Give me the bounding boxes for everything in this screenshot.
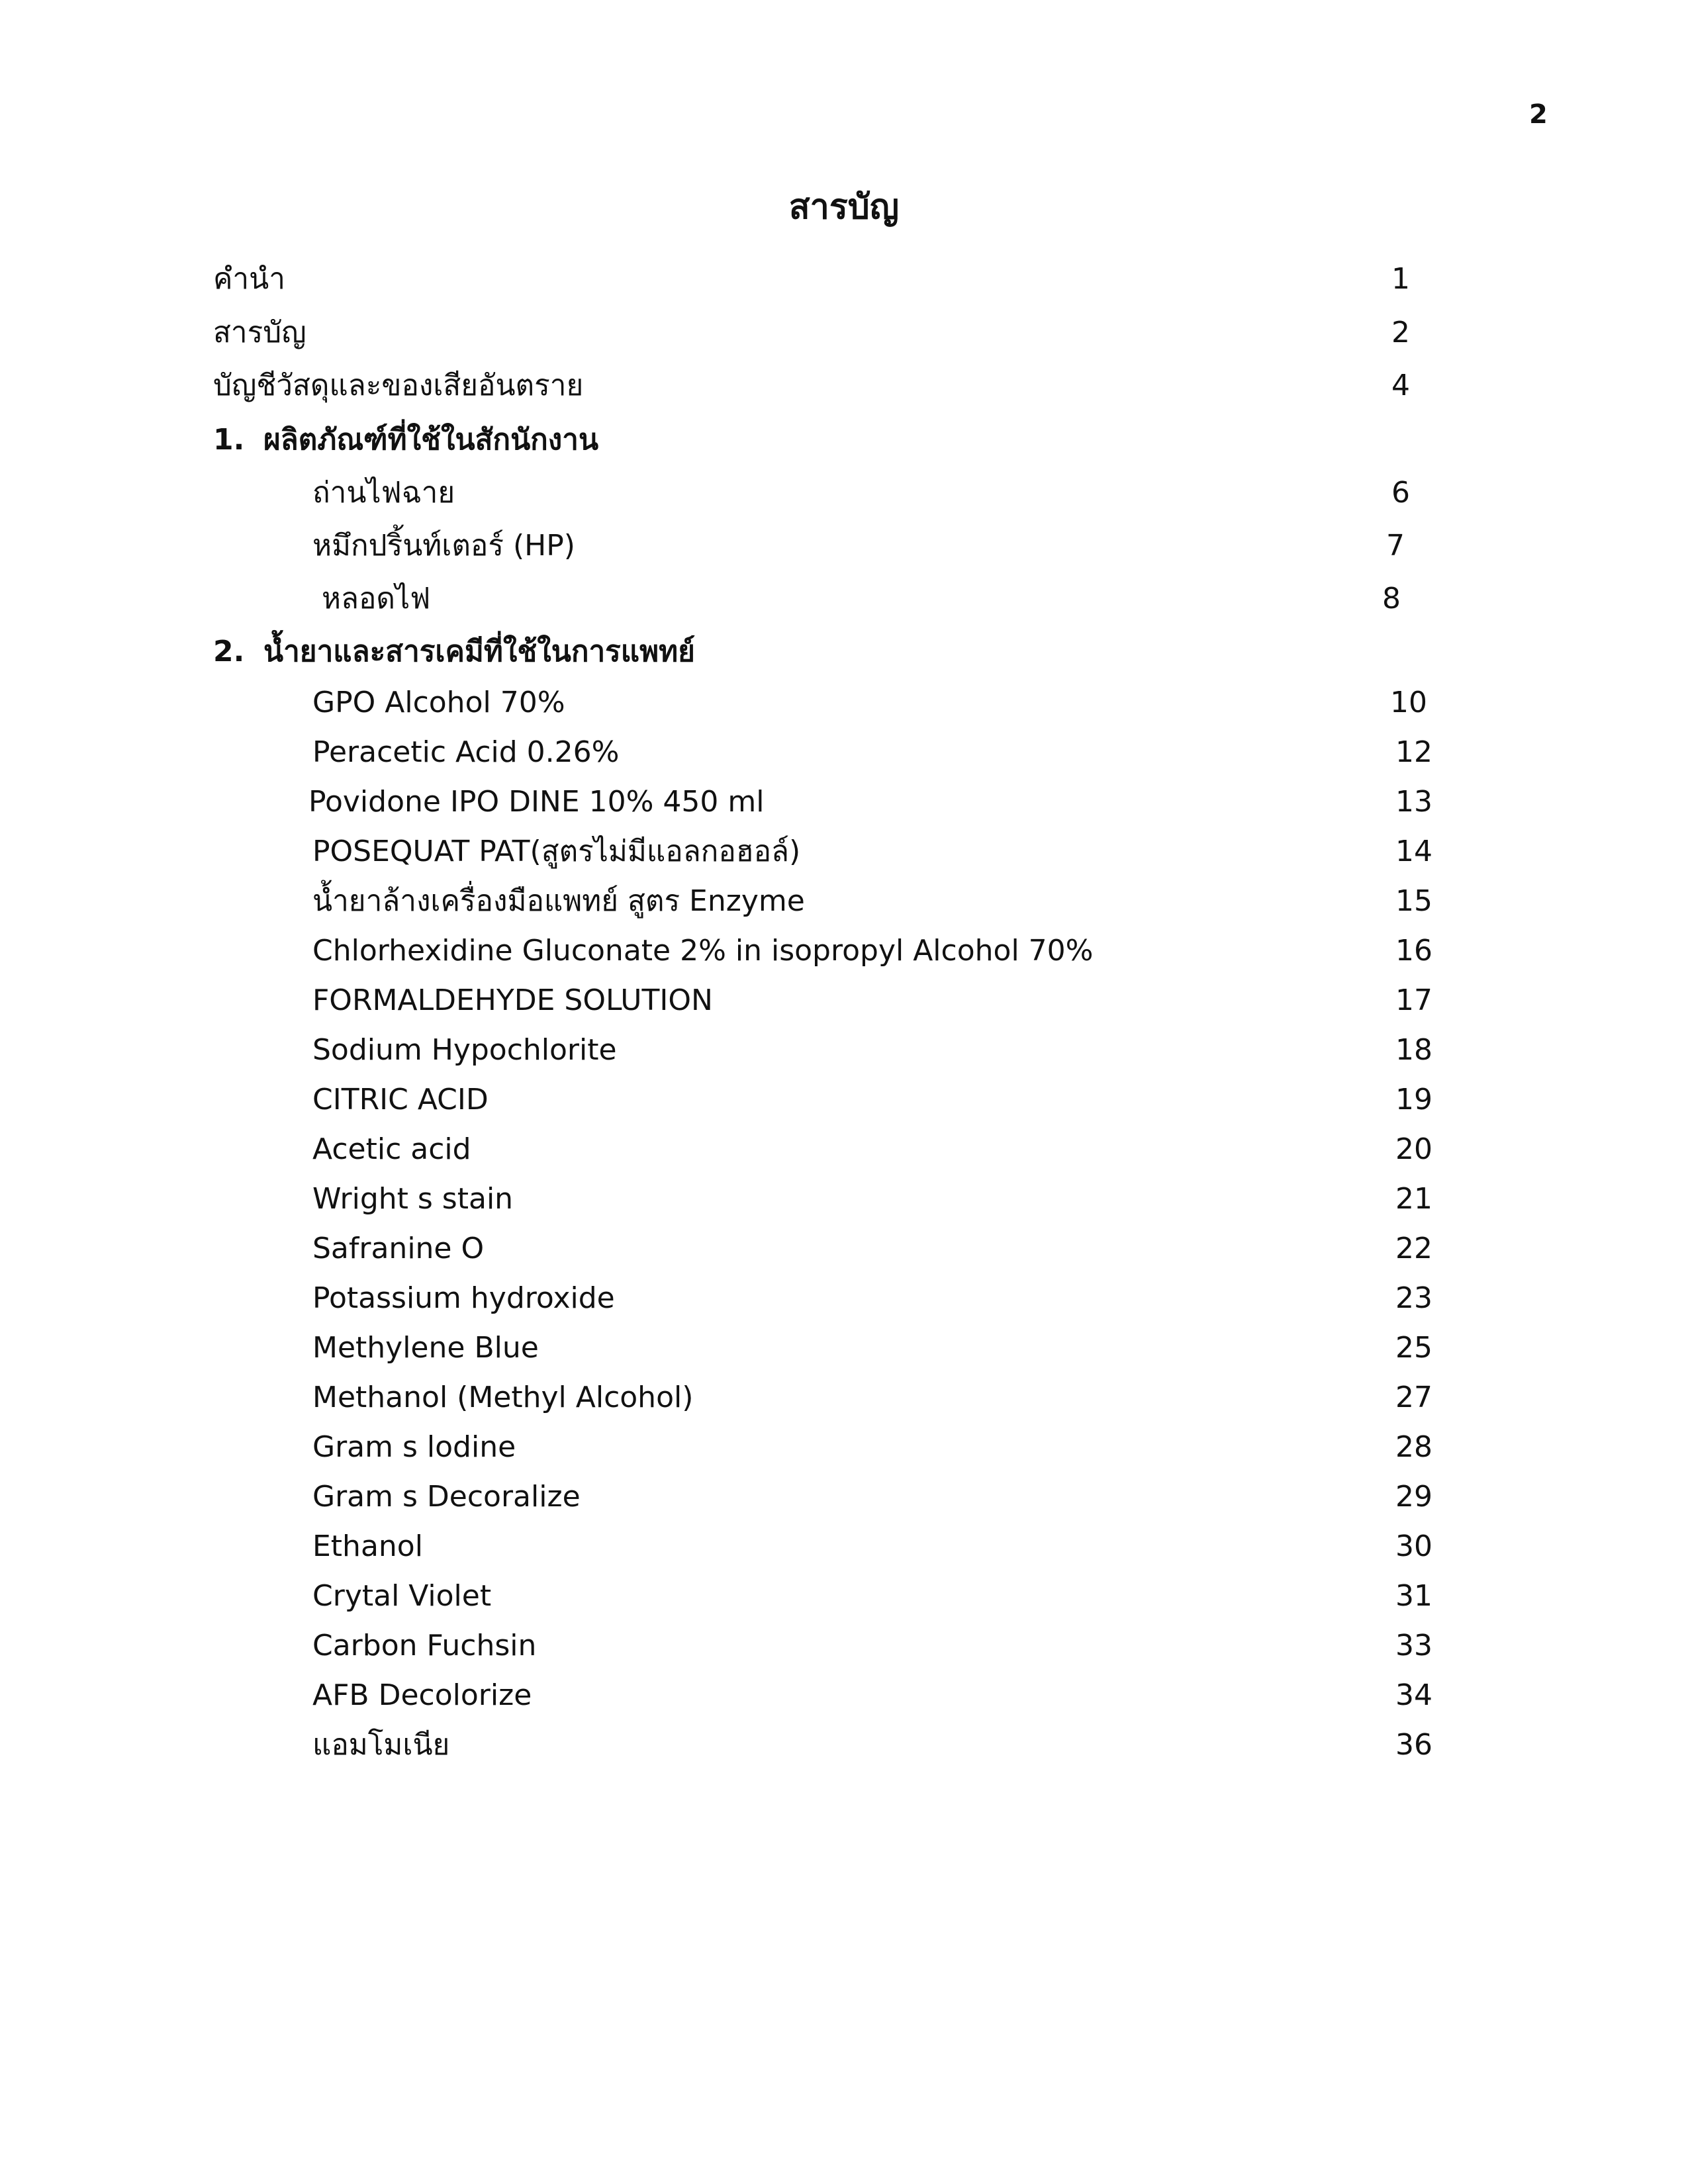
toc-entry-label: Methylene Blue bbox=[312, 1331, 539, 1365]
toc-entry-page: 33 bbox=[1395, 1629, 1432, 1662]
toc-entry[interactable] bbox=[312, 1080, 1451, 1120]
toc-entry-page: 4 bbox=[1391, 369, 1410, 402]
toc-entry-page: 1 bbox=[1391, 262, 1410, 296]
toc-entry[interactable] bbox=[312, 1229, 1451, 1269]
toc-section-heading[interactable] bbox=[213, 632, 1431, 672]
page-number: 2 bbox=[1529, 99, 1548, 130]
toc-entry-page: 28 bbox=[1395, 1430, 1432, 1464]
toc-title: สารบัญ bbox=[788, 187, 900, 227]
toc-entry[interactable] bbox=[312, 1179, 1451, 1219]
toc-section-number: 1. bbox=[213, 423, 245, 457]
toc-entry[interactable] bbox=[312, 733, 1451, 772]
toc-entry[interactable] bbox=[312, 1527, 1451, 1567]
toc-entry-label: Sodium Hypochlorite bbox=[312, 1033, 617, 1067]
toc-entry-label: CITRIC ACID bbox=[312, 1083, 489, 1116]
toc-entry-page: 27 bbox=[1395, 1381, 1432, 1414]
toc-entry-label: Methanol (Methyl Alcohol) bbox=[312, 1381, 694, 1414]
toc-entry-label: ถ่านไฟฉาย bbox=[312, 476, 455, 510]
toc-entry-page: 22 bbox=[1395, 1232, 1432, 1265]
toc-entry-page: 25 bbox=[1395, 1331, 1432, 1365]
toc-entry[interactable] bbox=[312, 1378, 1451, 1418]
toc-entry-page: 21 bbox=[1395, 1182, 1432, 1216]
toc-section-label: ผลิตภัณฑ์ที่ใช้ในสักนักงาน bbox=[263, 423, 599, 457]
toc-entry-label: Peracetic Acid 0.26% bbox=[312, 735, 620, 769]
toc-entry-page: 29 bbox=[1395, 1480, 1432, 1514]
toc-entry-label: Carbon Fuchsin bbox=[312, 1629, 537, 1662]
toc-entry-label: POSEQUAT PAT(สูตรไม่มีแอลกอฮอล์) bbox=[312, 835, 801, 868]
toc-section-number: 2. bbox=[213, 635, 245, 668]
toc-entry-label: Chlorhexidine Gluconate 2% in isopropyl Alcohol 70% bbox=[312, 934, 1094, 968]
toc-entry[interactable] bbox=[312, 1428, 1451, 1467]
toc-entry-label: Acetic acid bbox=[312, 1132, 471, 1166]
toc-entry[interactable] bbox=[312, 1477, 1451, 1517]
toc-entry-page: 2 bbox=[1391, 316, 1410, 349]
toc-entry[interactable] bbox=[322, 579, 1447, 619]
toc-entry[interactable] bbox=[312, 683, 1451, 723]
toc-entry-label: Povidone IPO DINE 10% 450 ml bbox=[308, 785, 765, 819]
toc-entry[interactable] bbox=[312, 1676, 1451, 1715]
toc-entry-page: 16 bbox=[1395, 934, 1432, 968]
toc-entry-label: Crytal Violet bbox=[312, 1579, 492, 1613]
toc-entry-page: 34 bbox=[1395, 1678, 1432, 1712]
toc-entry-label: GPO Alcohol 70% bbox=[312, 686, 565, 719]
toc-entry[interactable] bbox=[312, 473, 1438, 513]
toc-entry-page: 23 bbox=[1395, 1281, 1432, 1315]
toc-entry[interactable] bbox=[312, 1328, 1451, 1368]
toc-entry-page: 18 bbox=[1395, 1033, 1432, 1067]
toc-entry-page: 15 bbox=[1395, 884, 1432, 918]
toc-entry-page: 30 bbox=[1395, 1529, 1432, 1563]
toc-entry-label: Gram s Decoralize bbox=[312, 1480, 581, 1514]
toc-entry-page: 20 bbox=[1395, 1132, 1432, 1166]
toc-entry-page: 31 bbox=[1395, 1579, 1432, 1613]
toc-entry[interactable] bbox=[312, 1279, 1451, 1318]
toc-entry-label: หลอดไฟ bbox=[322, 582, 431, 615]
toc-entry-page: 12 bbox=[1395, 735, 1432, 769]
toc-entry-label: Gram s lodine bbox=[312, 1430, 516, 1464]
toc-entry-page: 17 bbox=[1395, 983, 1432, 1017]
toc-entry-label: แอมโมเนีย bbox=[312, 1728, 450, 1762]
toc-entry[interactable] bbox=[312, 882, 1451, 921]
toc-entry-label: น้ำยาล้างเครื่องมือแพทย์ สูตร Enzyme bbox=[312, 884, 805, 918]
toc-entry-label: Potassium hydroxide bbox=[312, 1281, 615, 1315]
toc-entry-page: 8 bbox=[1382, 582, 1401, 615]
toc-entry[interactable] bbox=[213, 259, 1431, 299]
toc-entry-label: บัญชีวัสดุและของเสียอันตราย bbox=[213, 369, 584, 402]
toc-entry[interactable] bbox=[312, 1725, 1451, 1765]
toc-entry[interactable] bbox=[312, 526, 1438, 566]
toc-entry-page: 6 bbox=[1391, 476, 1410, 510]
toc-entry-label: Ethanol bbox=[312, 1529, 423, 1563]
toc-entry[interactable] bbox=[213, 313, 1431, 353]
toc-entry-label: Safranine O bbox=[312, 1232, 485, 1265]
toc-entry-label: คำนำ bbox=[213, 262, 285, 296]
toc-entry[interactable] bbox=[312, 931, 1451, 971]
toc-entry[interactable] bbox=[308, 782, 1447, 822]
toc-entry-page: 7 bbox=[1386, 529, 1405, 563]
toc-entry-label: Wright s stain bbox=[312, 1182, 514, 1216]
toc-entry-label: หมึกปริ้นท์เตอร์ (HP) bbox=[312, 529, 575, 563]
toc-entry[interactable] bbox=[312, 981, 1451, 1021]
toc-entry[interactable] bbox=[213, 366, 1431, 406]
toc-entry[interactable] bbox=[312, 832, 1451, 872]
toc-entry[interactable] bbox=[312, 1030, 1451, 1070]
toc-entry-page: 14 bbox=[1395, 835, 1432, 868]
toc-entry[interactable] bbox=[312, 1130, 1451, 1169]
toc-entry-page: 19 bbox=[1395, 1083, 1432, 1116]
toc-entry-label: FORMALDEHYDE SOLUTION bbox=[312, 983, 713, 1017]
toc-entry-label: สารบัญ bbox=[213, 316, 306, 349]
toc-entry-page: 13 bbox=[1395, 785, 1432, 819]
toc-entry[interactable] bbox=[312, 1626, 1451, 1666]
toc-entry[interactable] bbox=[312, 1576, 1451, 1616]
toc-entry-label: AFB Decolorize bbox=[312, 1678, 532, 1712]
toc-section-heading[interactable] bbox=[213, 420, 1431, 460]
toc-entry-page: 10 bbox=[1390, 686, 1427, 719]
toc-section-label: น้ำยาและสารเคมีที่ใช้ในการแพทย์ bbox=[263, 635, 695, 668]
toc-entry-page: 36 bbox=[1395, 1728, 1432, 1762]
